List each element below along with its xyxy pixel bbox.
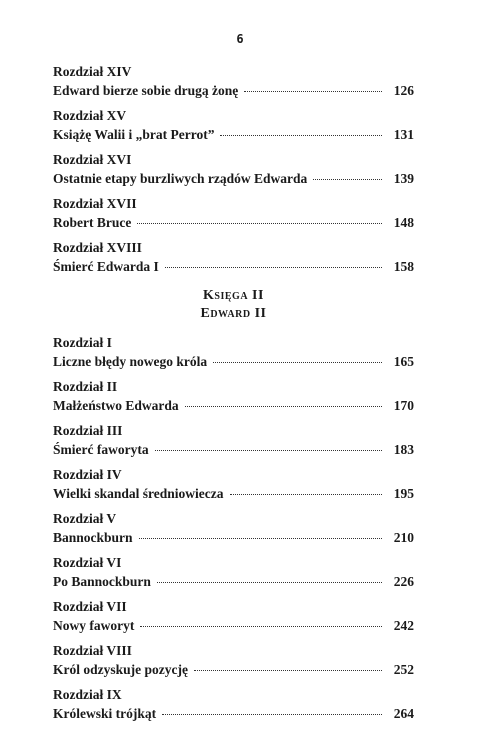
dot-leader <box>220 135 382 136</box>
chapter-line <box>53 704 414 723</box>
chapter-label: Rozdział II <box>53 379 118 394</box>
toc-entry <box>53 377 414 415</box>
toc-entry <box>53 465 414 503</box>
chapter-label: Rozdział IX <box>53 687 122 702</box>
toc-entry <box>53 421 414 459</box>
chapter-line <box>53 81 414 100</box>
table-of-contents <box>53 62 414 729</box>
chapter-page-number: 139 <box>393 171 414 186</box>
chapter-line <box>53 572 414 591</box>
chapter-page-number: 170 <box>393 398 414 413</box>
chapter-line <box>53 440 414 459</box>
book-subtitle: Edward II <box>200 306 267 321</box>
chapter-page-number: 131 <box>393 127 414 142</box>
chapter-line <box>53 484 414 503</box>
chapter-line <box>53 396 414 415</box>
chapter-title: Małżeństwo Edwarda <box>53 398 179 413</box>
toc-entry <box>53 333 414 371</box>
chapter-title: Wielki skandal średniowiecza <box>53 486 224 501</box>
dot-leader <box>230 494 382 495</box>
toc-entry <box>53 641 414 679</box>
chapter-label: Rozdział XVII <box>53 196 137 211</box>
chapter-label: Rozdział VIII <box>53 643 132 658</box>
chapter-line <box>53 660 414 679</box>
dot-leader <box>313 179 382 180</box>
chapter-page-number: 264 <box>393 706 414 721</box>
chapter-line <box>53 169 414 188</box>
chapter-title: Ostatnie etapy burzliwych rządów Edwarda <box>53 171 308 186</box>
chapter-line <box>53 528 414 547</box>
chapter-label: Rozdział III <box>53 423 123 438</box>
chapter-title: Książę Walii i „brat Perrot” <box>53 127 215 142</box>
toc-entry <box>53 238 414 276</box>
dot-leader <box>137 223 382 224</box>
chapter-label: Rozdział XVIII <box>53 240 142 255</box>
page-number: 6 <box>236 32 244 46</box>
chapter-page-number: 165 <box>393 354 414 369</box>
toc-entry <box>53 685 414 723</box>
chapter-page-number: 252 <box>393 662 414 677</box>
book-title: Księga II <box>203 288 264 303</box>
toc-entry <box>53 150 414 188</box>
chapter-line <box>53 125 414 144</box>
chapter-title: Edward bierze sobie drugą żonę <box>53 83 239 98</box>
toc-entry <box>53 553 414 591</box>
chapter-title: Śmierć faworyta <box>53 442 149 457</box>
chapter-title: Śmierć Edwarda I <box>53 259 159 274</box>
chapter-label: Rozdział VI <box>53 555 122 570</box>
toc-entry <box>53 194 414 232</box>
dot-leader <box>140 626 382 627</box>
dot-leader <box>244 91 382 92</box>
toc-entry <box>53 597 414 635</box>
chapter-label: Rozdział XIV <box>53 64 132 79</box>
chapter-label: Rozdział XVI <box>53 152 132 167</box>
dot-leader <box>194 670 382 671</box>
chapter-page-number: 210 <box>393 530 414 545</box>
toc-entry <box>53 106 414 144</box>
dot-leader <box>157 582 382 583</box>
chapter-page-number: 183 <box>393 442 414 457</box>
chapter-line <box>53 257 414 276</box>
dot-leader <box>162 714 382 715</box>
chapter-page-number: 126 <box>393 83 414 98</box>
chapter-label: Rozdział XV <box>53 108 127 123</box>
chapter-line <box>53 352 414 371</box>
chapter-title: Po Bannockburn <box>53 574 151 589</box>
chapter-line <box>53 213 414 232</box>
chapter-title: Król odzyskuje pozycję <box>53 662 188 677</box>
chapter-label: Rozdział VII <box>53 599 127 614</box>
chapter-label: Rozdział I <box>53 335 112 350</box>
chapter-label: Rozdział IV <box>53 467 122 482</box>
chapter-page-number: 226 <box>393 574 414 589</box>
dot-leader <box>213 362 382 363</box>
chapter-title: Liczne błędy nowego króla <box>53 354 208 369</box>
dot-leader <box>139 538 382 539</box>
dot-leader <box>155 450 382 451</box>
book-heading <box>53 287 414 323</box>
chapter-title: Nowy faworyt <box>53 618 135 633</box>
chapter-page-number: 242 <box>393 618 414 633</box>
chapter-page-number: 195 <box>393 486 414 501</box>
toc-entries-book-1 <box>53 62 414 276</box>
chapter-label: Rozdział V <box>53 511 117 526</box>
chapter-page-number: 148 <box>393 215 414 230</box>
chapter-title: Królewski trójkąt <box>53 706 157 721</box>
chapter-title: Robert Bruce <box>53 215 132 230</box>
chapter-page-number: 158 <box>393 259 414 274</box>
toc-entry <box>53 62 414 100</box>
dot-leader <box>165 267 382 268</box>
toc-entry <box>53 509 414 547</box>
dot-leader <box>185 406 382 407</box>
toc-entries-book-2 <box>53 333 414 723</box>
chapter-title: Bannockburn <box>53 530 133 545</box>
chapter-line <box>53 616 414 635</box>
